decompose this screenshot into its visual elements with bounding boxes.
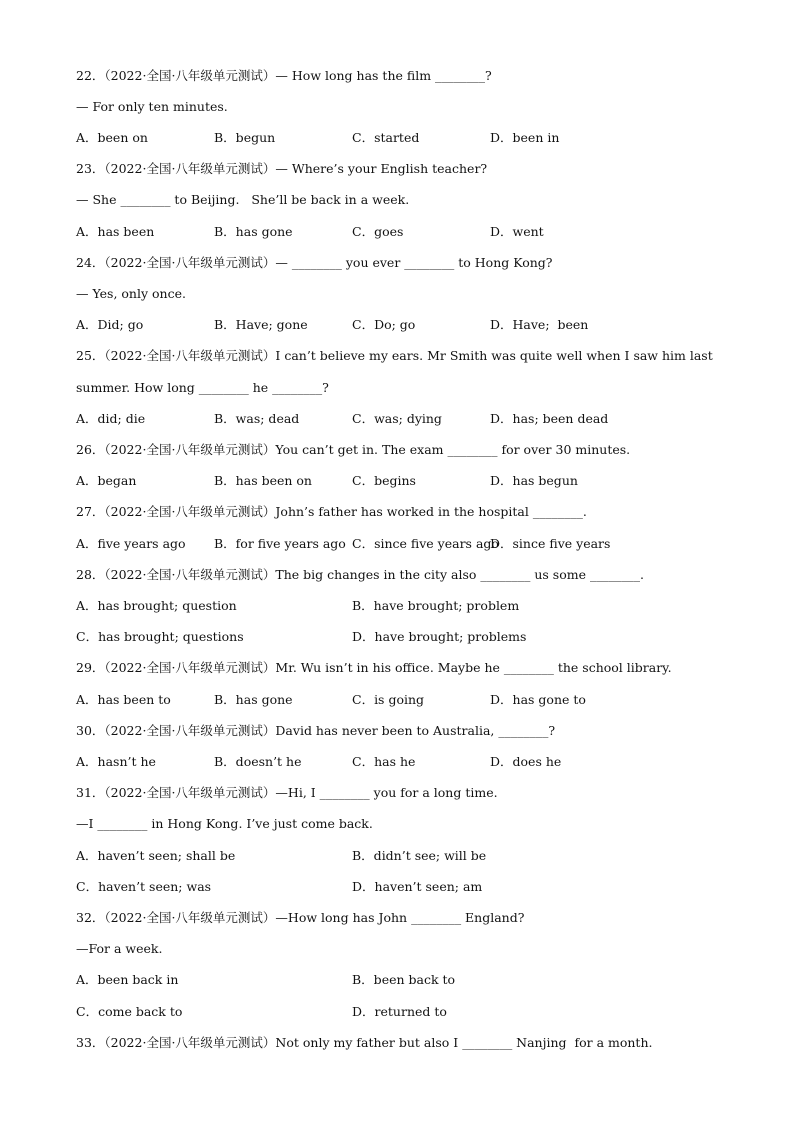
question-26-option-b: B．has been on [214,473,312,488]
question-27-option-a: A．five years ago [76,536,186,551]
question-29-option-d: D．has gone to [490,692,586,707]
question-25-option-b: B．was; dead [214,411,300,426]
question-31-option-c: C．haven’t seen; was [76,879,212,894]
question-23-option-b: B．has gone [214,224,293,239]
question-24-line-2: — Yes, only once. [76,286,186,301]
question-29-option-c: C．is going [352,692,425,707]
question-26-option-c: C．begins [352,473,416,488]
question-30-option-d: D．does he [490,754,562,769]
question-32-option-b: B．been back to [352,972,456,987]
question-23-line-2: — She ________ to Beijing. She’ll be back in a week. [76,192,410,207]
question-24-option-d: D．Have; been [490,317,589,332]
question-28-option-a: A．has brought; question [76,598,237,613]
question-31-option-d: D．haven’t seen; am [352,879,483,894]
question-23-option-a: A．has been [76,224,155,239]
question-33-stem: 33．（2022·全国·八年级单元测试）Not only my father but also I ________ Nanjing for a month. [76,1035,653,1050]
question-25-option-a: A．did; die [76,411,146,426]
question-28-option-d: D．have brought; problems [352,629,527,644]
question-24-option-b: B．Have; gone [214,317,308,332]
question-22-option-a: A．been on [76,130,148,145]
question-29-stem: 29．（2022·全国·八年级单元测试）Mr. Wu isn’t in his office. Maybe he ________ the school library. [76,660,672,675]
question-22-option-c: C．started [352,130,420,145]
question-26-option-d: D．has begun [490,473,578,488]
question-24-stem: 24．（2022·全国·八年级单元测试）— ________ you ever ________ to Hong Kong? [76,255,553,270]
question-30-stem: 30．（2022·全国·八年级单元测试）David has never been to Australia, ________? [76,723,556,738]
question-28-stem: 28．（2022·全国·八年级单元测试）The big changes in the city also ________ us some ________. [76,567,644,582]
question-24-option-a: A．Did; go [76,317,144,332]
question-27-stem: 27．（2022·全国·八年级单元测试）John’s father has worked in the hospital ________. [76,504,587,519]
question-27-option-b: B．for five years ago [214,536,346,551]
question-30-option-b: B．doesn’t he [214,754,302,769]
question-25-option-c: C．was; dying [352,411,442,426]
question-32-option-a: A．been back in [76,972,179,987]
question-23-option-c: C．goes [352,224,404,239]
question-27-option-d: D．since five years [490,536,611,551]
question-22-line-2: — For only ten minutes. [76,99,228,114]
question-23-stem: 23．（2022·全国·八年级单元测试）— Where’s your English teacher? [76,161,488,176]
question-29-option-b: B．has gone [214,692,293,707]
question-31-stem: 31．（2022·全国·八年级单元测试）—Hi, I ________ you for a long time. [76,785,498,800]
question-26-option-a: A．began [76,473,137,488]
question-32-option-c: C．come back to [76,1004,183,1019]
question-22-option-b: B．begun [214,130,276,145]
question-32-line-2: —For a week. [76,941,163,956]
question-31-option-b: B．didn’t see; will be [352,848,487,863]
question-26-stem: 26．（2022·全国·八年级单元测试）You can’t get in. The exam ________ for over 30 minutes. [76,442,631,457]
question-28-option-b: B．have brought; problem [352,598,520,613]
question-27-option-c: C．since five years ago [352,536,499,551]
question-25-line-2: summer. How long ________ he ________? [76,380,329,395]
question-29-option-a: A．has been to [76,692,171,707]
question-30-option-a: A．hasn’t he [76,754,156,769]
question-32-stem: 32．（2022·全国·八年级单元测试）—How long has John ________ England? [76,910,525,925]
question-31-line-2: —I ________ in Hong Kong. I’ve just come back. [76,816,373,831]
question-23-option-d: D．went [490,224,544,239]
question-32-option-d: D．returned to [352,1004,447,1019]
question-24-option-c: C．Do; go [352,317,416,332]
question-22-stem: 22．（2022·全国·八年级单元测试）— How long has the film ________? [76,68,492,83]
question-31-option-a: A．haven’t seen; shall be [76,848,236,863]
question-25-stem: 25．（2022·全国·八年级单元测试）I can’t believe my ears. Mr Smith was quite well when I saw him last [76,348,713,363]
question-30-option-c: C．has he [352,754,416,769]
question-22-option-d: D．been in [490,130,560,145]
question-25-option-d: D．has; been dead [490,411,609,426]
question-28-option-c: C．has brought; questions [76,629,244,644]
